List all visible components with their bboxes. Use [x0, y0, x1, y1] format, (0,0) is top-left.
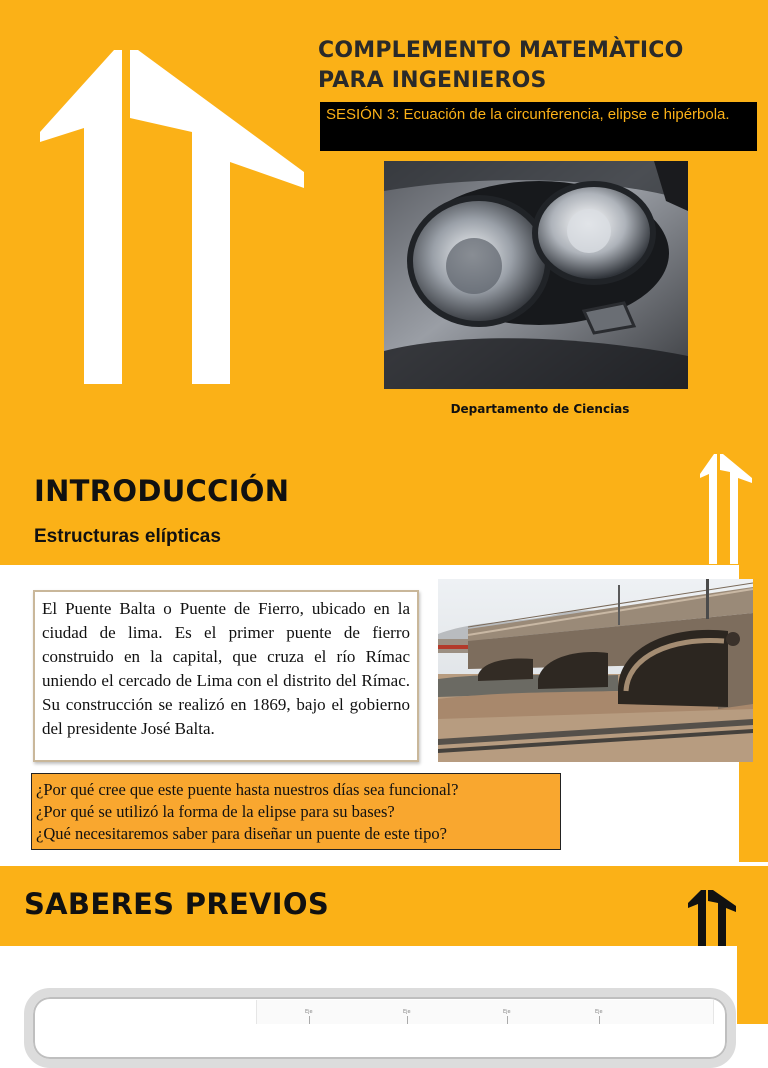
graph-axis-3	[507, 1016, 508, 1024]
course-title	[318, 36, 758, 96]
question-2: ¿Por qué se utilizó la forma de la elipse para su bases?	[36, 802, 395, 821]
graph-label-2: Eje	[403, 1009, 411, 1015]
course-title-line2: PARA INGENIEROS	[318, 68, 547, 93]
car-headlight-image	[384, 161, 688, 389]
side-accent-stripe-lower	[737, 946, 768, 1024]
small-arrows-logo	[700, 452, 752, 564]
graph-axis-4	[599, 1016, 600, 1024]
question-3: ¿Qué necesitaremos saber para diseñar un puente de este tipo?	[36, 824, 447, 843]
session-banner: SESIÓN 3: Ecuación de la circunferencia, elipse e hipérbola.	[320, 102, 757, 151]
graph-label-3: Eje	[503, 1009, 511, 1015]
question-1: ¿Por qué cree que este puente hasta nuestros días sea funcional?	[36, 780, 459, 799]
bridge-description-card: El Puente Balta o Puente de Fierro, ubicado en la ciudad de lima. Es el primer puente de fierro construido en la capital, que cruza el río Rímac uniendo el cercado de Lima con el distrito del Rímac. Su construcción se realizó en 1869, bajo el gobierno del presidente José Balta.	[33, 590, 419, 762]
tiny-arrows-logo	[688, 888, 736, 946]
graph-axis-1	[309, 1016, 310, 1024]
graph-axis-2	[407, 1016, 408, 1024]
slide-introduction-header	[0, 453, 768, 565]
graph-preview-strip	[256, 1000, 714, 1024]
department-label: Departamento de Ciencias	[450, 402, 630, 416]
graph-label-4: Eje	[595, 1009, 603, 1015]
questions-box	[31, 773, 561, 850]
course-title-line1: COMPLEMENTO MATEMÀTICO	[318, 38, 684, 63]
saberes-previos-title: SABERES PREVIOS	[24, 887, 330, 921]
upward-arrows-logo	[36, 44, 308, 390]
introduction-title: INTRODUCCIÓN	[34, 474, 290, 508]
introduction-subtitle: Estructuras elípticas	[34, 526, 221, 547]
graph-label-1: Eje	[305, 1009, 313, 1015]
puente-balta-image	[438, 579, 753, 762]
